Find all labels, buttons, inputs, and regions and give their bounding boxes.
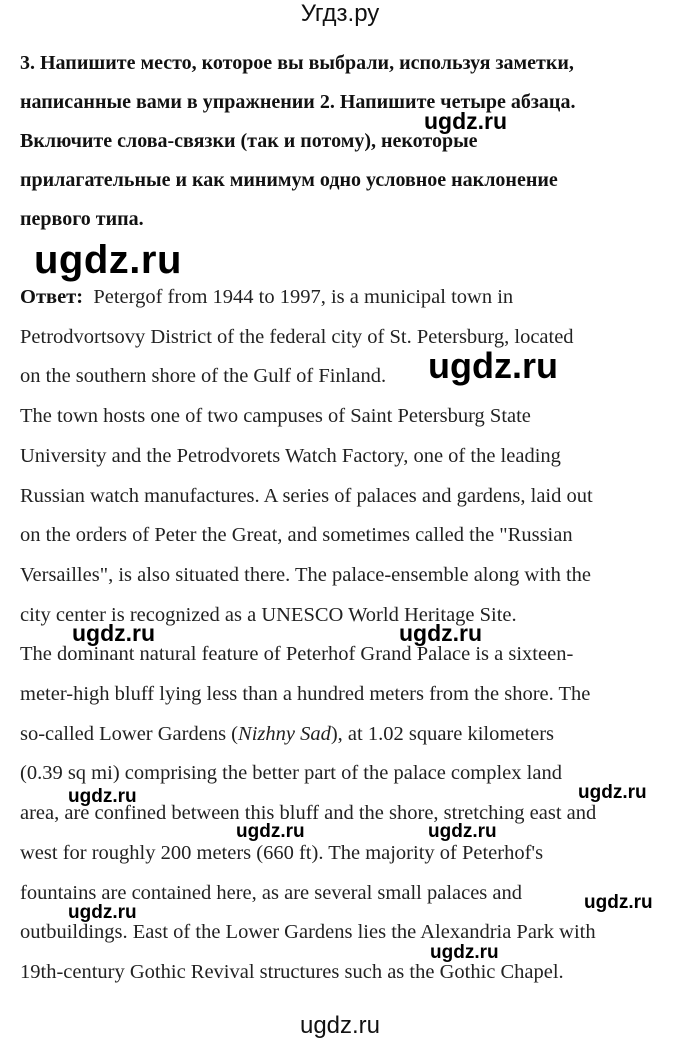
answer-line-text: ), at 1.02 square kilometers — [330, 722, 555, 745]
answer-line: on the orders of Peter the Great, and sometimes called the "Russian — [20, 524, 573, 547]
question-line: первого типа. — [20, 208, 144, 230]
watermark: ugdz.ru — [68, 786, 137, 807]
answer-line-text: Petergof from 1944 to 1997, is a municipal town in — [93, 286, 514, 308]
watermark: ugdz.ru — [34, 238, 182, 282]
answer-line: city center is recognized as a UNESCO World Heritage Site. — [20, 603, 517, 626]
exercise-question — [20, 44, 670, 239]
question-line: Включите слова-связки (так и потому), некоторые — [20, 130, 478, 152]
watermark: ugdz.ru — [430, 942, 499, 963]
site-header: Угдз.ру — [300, 0, 380, 27]
answer-line: The town hosts one of two campuses of Saint Petersburg State — [20, 405, 531, 428]
watermark: ugdz.ru — [424, 108, 508, 134]
answer-line: area, are confined between this bluff and the shore, stretching east and — [20, 802, 597, 825]
answer-line: University and the Petrodvorets Watch Factory, one of the leading — [20, 444, 561, 467]
answer-line: (0.39 sq mi) comprising the better part of the palace complex land — [20, 762, 562, 785]
answer-line: Petrodvortsovy District of the federal city of St. Petersburg, located — [20, 325, 574, 348]
answer-label: Ответ: — [20, 286, 84, 308]
answer-line: west for roughly 200 meters (660 ft). The majority of Peterhof's — [20, 841, 544, 864]
watermark: ugdz.ru — [428, 821, 497, 842]
answer-line: 19th-century Gothic Revival structures such as the Gothic Chapel. — [20, 960, 564, 983]
answer-line: Versailles", is also situated there. The palace-ensemble along with the — [20, 563, 591, 586]
watermark: ugdz.ru — [584, 892, 653, 913]
watermark: ugdz.ru — [399, 620, 483, 646]
watermark: ugdz.ru — [428, 345, 558, 386]
question-line: 3. Напишите место, которое вы выбрали, используя заметки, — [20, 52, 574, 74]
question-line: написанные вами в упражнении 2. Напишите четыре абзаца. — [20, 91, 576, 113]
site-footer: ugdz.ru — [299, 1012, 381, 1039]
watermark: ugdz.ru — [578, 782, 647, 803]
watermark: ugdz.ru — [72, 620, 156, 646]
answer-line: meter-high bluff lying less than a hundred meters from the shore. The — [20, 683, 591, 706]
answer-line: outbuildings. East of the Lower Gardens lies the Alexandria Park with — [20, 921, 596, 944]
question-line: прилагательные и как минимум одно условное наклонение — [20, 169, 558, 191]
answer-line: on the southern shore of the Gulf of Finland. — [20, 365, 387, 388]
answer-line: fountains are contained here, as are several small palaces and — [20, 881, 523, 904]
answer-line: Russian watch manufactures. A series of palaces and gardens, laid out — [20, 484, 593, 507]
watermark: ugdz.ru — [236, 821, 305, 842]
answer-line — [20, 278, 670, 318]
answer-line: The dominant natural feature of Peterhof Grand Palace is a sixteen- — [20, 643, 574, 666]
answer-line-text: so-called Lower Gardens ( — [20, 722, 239, 745]
watermark: ugdz.ru — [68, 902, 137, 923]
italic-term: Nizhny Sad — [238, 722, 331, 745]
answer-line — [20, 715, 670, 755]
